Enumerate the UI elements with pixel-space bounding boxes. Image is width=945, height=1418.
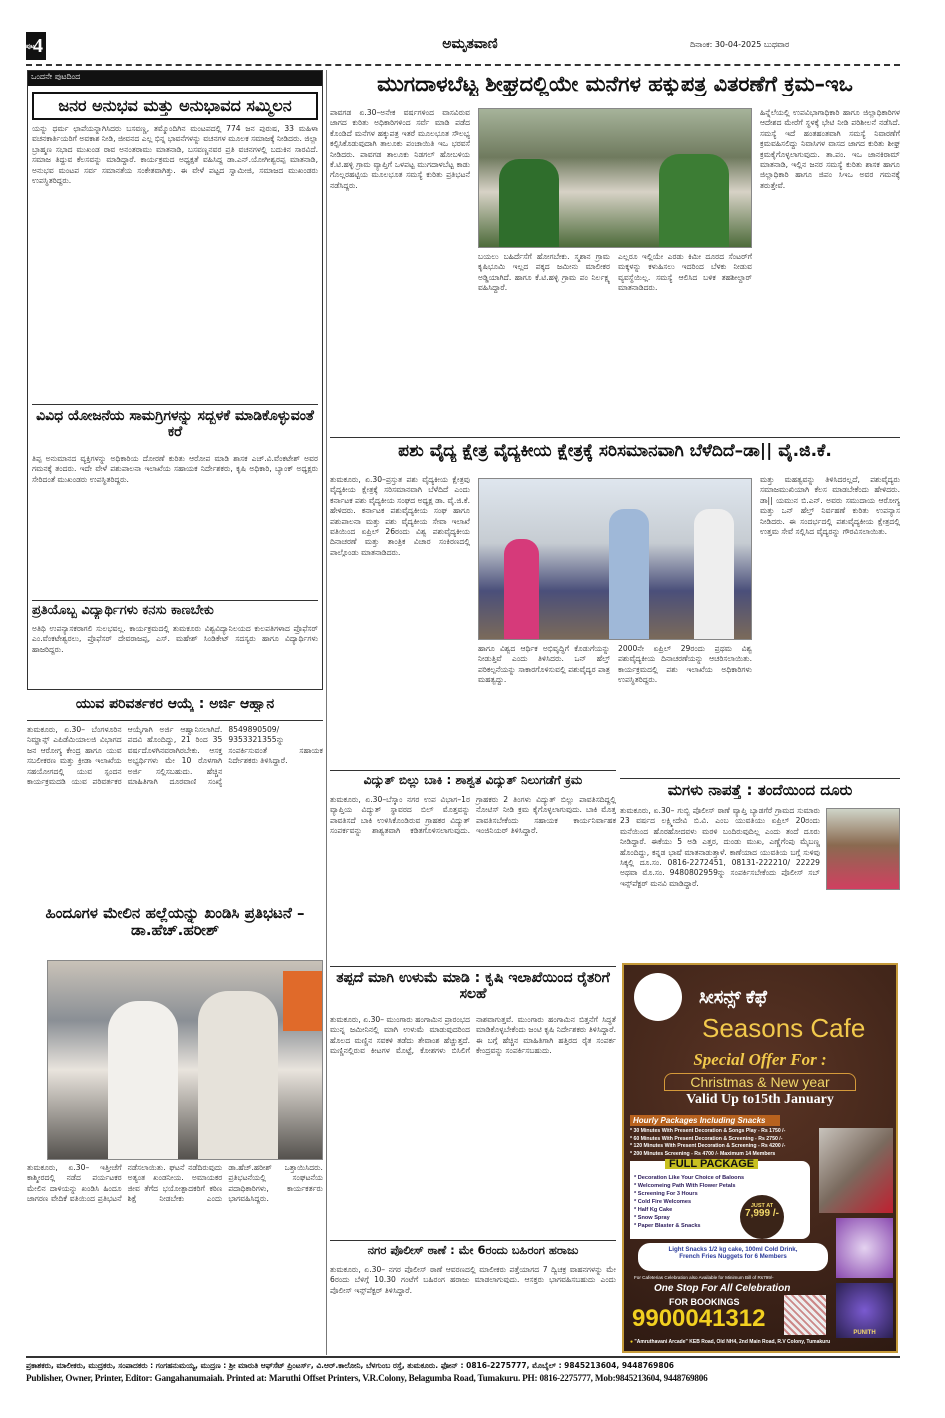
- package-item: * Decoration Like Your Choice of Baloons: [634, 1175, 745, 1181]
- hourly-item: * 60 Minutes With Present Decoration & Screening - Rs 2750 /-: [630, 1135, 783, 1142]
- article-headline: ಯುವ ಪರಿವರ್ತಕರ ಆಯ್ಕೆ : ಅರ್ಜಿ ಆಹ್ವಾನ: [75, 696, 275, 712]
- lead-headline: ಮುಗದಾಳಬೆಟ್ಟ ಶೀಘ್ರದಲ್ಲಿಯೇ ಮನೆಗಳ ಹಕ್ಕುಪತ್ರ ವಿತರಣೆಗೆ ಕ್ರಮ–ಇಒ: [377, 72, 853, 96]
- cafeteria-note: For Cafeterias Celebration also Available for Minimum Bill of Rs799/-: [634, 1275, 774, 1280]
- article-body: ಎಲ್ಲರೂ ಇಲ್ಲಿಯೇ ಎರಡು ಕಿಮೀ ದೂರದ ಸೆಂಟರ್‌ಗೆ ಮಕ್ಕಳನ್ನು ಕಳುಹಿಸಲು ಇದರಿಂದ ಬೆಳಕು ನೀಡುವ ವ್ಯವಸ್ಥೆಯಿಲ್ಲ. ಸಮಸ್ಯೆ ಆಲಿಸಿದ ಬಳಿಕ ತಹಶೀಲ್ದಾರ್ ಮಾತನಾಡಿದರು.: [618, 252, 752, 293]
- masthead: ಅಮೃತವಾಣಿ: [442, 36, 498, 52]
- full-package-title: FULL PACKAGE: [665, 1159, 758, 1169]
- article-body: 2000ನೇ ಏಪ್ರಿಲ್ 29ರಂದು ಪ್ರಥಮ ವಿಶ್ವ ಪಶುವೈದ್ಯಕೀಯ ದಿನಾಚರಣೆಯನ್ನು ಆಚರಿಸಲಾಯಿತು. ಕಾರ್ಯಕ್ರಮದಲ್ಲಿ ಪಶು ಇಲಾಖೆಯ ಅಧಿಕಾರಿಗಳು ಉಪಸ್ಥಿತರಿದ್ದರು.: [618, 644, 752, 685]
- photo-caption: PUNITH: [853, 1330, 876, 1336]
- ad-photo-room: [819, 1128, 893, 1213]
- article-body: ಯನ್ನು ಧರ್ಮ ಛಾಪೆಯನ್ನಾಗಿಸಿದರು ಬಸವಣ್ಣ, ತಮ್ಮೊಂದಿಗಿನ ಮಂಟಪದಲ್ಲಿ 774 ಜನ ಪುರುಷ, 33 ಮಹಿಳಾ ವಚನಕಾರ್ತಿಯರಿಗೆ ಅವಕಾಶ ನೀಡಿ, ಜೀವನದ ಎಲ್ಲ ಭಿನ್ನ ಭಾವನೆಗಳನ್ನು ವಚನಗಳ ಮೂಲಕ ಸಮಾಜಕ್ಕೆ ನೀಡಿದರು. ಜಿಲ್ಲಾ ಬ್ರಾಹ್ಮಣ ಸಭಾದ ಮುಖಂಡ ರಾವ ಅನಂತರಾಮು ಮಾತನಾಡಿ, ಬಸವಣ್ಣನವರ ಪ್ರತಿ ವಚನಗಳಲ್ಲಿ ಬದುಕಿನ ಸಾರವಿದೆ. ಸಮಾಜ ತಿದ್ದುವ ಕೆಲಸವನ್ನು ಮಾಡಿದ್ದಾರೆ. ಕಾರ್ಯಕ್ರಮದ ಅಧ್ಯಕ್ಷತೆ ವಹಿಸಿದ್ದ ಡಾ.ಎನ್.ಯೋಗೀಶ್ವರಪ್ಪ ಮಾತನಾಡಿ, ಅನುಭವ ಮಂಟಪ ಸರ್ವ ಸಮಾನತೆಯ ಸಂಕೇತವಾಗಿತ್ತು. ಈ ವೇಳೆ ಪಟ್ಟದ ಸ್ವಾಮೀಜಿ, ಸಮಾಜದ ಮುಖಂಡರು ಉಪಸ್ಥಿತರಿದ್ದರು.: [32, 124, 318, 186]
- ad-photo-stage: [836, 1283, 893, 1338]
- article-body: ತಿಪ್ಪ ಅನುಮಾನದ ವ್ಯಕ್ತಿಗಳನ್ನು ಅಧಿಕಾರಿಯ ದೋರಣೆ ಕುರಿತು ಆರೋಪ ಮಾಡಿ ಶಾಸಕ ಎಚ್.ವಿ.ವೆಂಕಟೇಶ್ ಅವರ ಗಮನಕ್ಕೆ ತಂದರು. ಇದೇ ವೇಳೆ ಪಶುಪಾಲನಾ ಇಲಾಖೆಯ ಸಹಾಯಕ ನಿರ್ದೇಶಕರು, ಕೃಷಿ ಅಧಿಕಾರಿ, ಬ್ಯಾಂಕ್ ಅಧ್ಯಕ್ಷರು ಸೇರಿದಂತೆ ಮುಖಂಡರು ಉಪಸ್ಥಿತರಿದ್ದರು.: [32, 454, 318, 484]
- package-item: * Welcomeing Path With Flower Petals: [634, 1183, 736, 1189]
- column-divider: [326, 70, 327, 1355]
- article-body: ಬಯಲು ಬಹಿರ್ದೆಸೆಗೆ ಹೋಗಬೇಕು. ಸ್ಮಶಾನ ಗ್ರಾಮ ಕೃಷಿಭೂಮಿ ಇಲ್ಲದ ಪಕ್ಕದ ಜಮೀನು ಮಾಲೀಕರ ಅಡ್ಡಿಯಾಗಿದೆ. ಹಾಗೂ ಕೆ.ಟಿ.ಹಳ್ಳಿ ಗ್ರಾಮ ಪಂ ನಿರ್ಲಕ್ಷ್ಯ ವಹಿಸಿದ್ದಾರೆ.: [478, 252, 610, 293]
- article-body: ತುಮಕೂರು, ಏ.30– ಇತ್ತೀಚೆಗೆ ಕಾಶ್ಮೀರದಲ್ಲಿ ನಡೆದ ಪರ್ಯಟಕರ ಮೇಲಿನ ದಾಳಿಯನ್ನು ಖಂಡಿಸಿ ಹಿಂದೂ ಜಾಗರಣ ವೇದಿಕೆ ವತಿಯಿಂದ ಪ್ರತಿಭಟನೆ ನಡೆಸಲಾಯಿತು. ಘಟನೆ ನಡೆದಿರುವುದು ಅತ್ಯಂತ ಖಂಡನೀಯ. ಅಮಾಯಕರ ಜೀವ ತೆಗೆದ ಭಯೋತ್ಪಾದಕರಿಗೆ ಕಠಿಣ ಶಿಕ್ಷೆ ನೀಡಬೇಕು ಎಂದು ಡಾ.ಹೆಚ್.ಹರೀಶ್ ಒತ್ತಾಯಿಸಿದರು. ಪ್ರತಿಭಟನೆಯಲ್ಲಿ ಸಂಘಟನೆಯ ಪದಾಧಿಕಾರಿಗಳು, ಕಾರ್ಯಕರ್ತರು ಭಾಗವಹಿಸಿದ್ದರು.: [27, 1163, 323, 1204]
- article-headline: ತಪ್ಪದೆ ಮಾಗಿ ಉಳುಮೆ ಮಾಡಿ : ಕೃಷಿ ಇಲಾಖೆಯಿಂದ ರೈತರಿಗೆ ಸಲಹೆ: [330, 966, 616, 1002]
- just-at-label: JUST AT: [750, 1203, 774, 1209]
- veterinary-event-photo: [478, 478, 752, 640]
- page-number: 4: [33, 34, 43, 57]
- continued-label: ಒಂದನೇ ಪುಟದಿಂದ: [27, 70, 323, 86]
- article-headline: ವಿವಿಧ ಯೋಜನೆಯ ಸಾಮಗ್ರಿಗಳನ್ನು ಸದ್ಬಳಕೆ ಮಾಡಿಕೊಳ್ಳುವಂತೆ ಕರೆ: [32, 404, 318, 440]
- booking-phone: 9900041312: [632, 1305, 766, 1332]
- hourly-item: * 200 Minutes Screening - Rs 4700 /- Maximum 14 Members: [630, 1150, 776, 1157]
- footer-rule: [26, 1356, 900, 1358]
- article-body: ಹಾಗೂ ವಿಶ್ವದ ಆರ್ಥಿಕ ಅಭಿವೃದ್ಧಿಗೆ ಕೊಡುಗೆಯನ್ನು ನೀಡುತ್ತಿವೆ ಎಂದು ತಿಳಿಸಿದರು. ಒನ್ ಹೆಲ್ತ್ ಪರಿಕಲ್ಪನೆಯನ್ನು ಸಾಕಾರಗೊಳಿಸುವಲ್ಲಿ ಪಶುವೈದ್ಯರ ಪಾತ್ರ ಮಹತ್ವದ್ದು.: [478, 644, 610, 685]
- page-number-box: [26, 32, 46, 60]
- snacks-banner: Light Snacks 1/2 kg cake, 100ml Cold Drink, French Fries Nuggets for 6 Members: [638, 1243, 828, 1271]
- article-body: ತುಮಕೂರು, ಏ.30– ನಗರ ಪೊಲೀಸ್ ಠಾಣೆ ಆವರಣದಲ್ಲಿ ಮಾಲೀಕರು ಪತ್ತೆಯಾಗದ 7 ದ್ವಿಚಕ್ರ ವಾಹನಗಳನ್ನು ಮೇ 6ರಂದು ಬೆಳಿಗ್ಗೆ 10.30 ಗಂಟೆಗೆ ಬಹಿರಂಗ ಹರಾಜು ಮಾಡಲಾಗುವುದು. ಆಸಕ್ತರು ಭಾಗವಹಿಸಬಹುದು ಎಂದು ಪೊಲೀಸ್ ಇನ್ಸ್‌ಪೆಕ್ಟರ್ ತಿಳಿಸಿದ್ದಾರೆ.: [330, 1265, 616, 1295]
- ad-address: [630, 1339, 830, 1345]
- article-body: ಮತ್ತು ಮಹತ್ವವನ್ನು ತಿಳಿಸಿದರಲ್ಲದೆ, ಪಶುವೈದ್ಯರು ಸಮಾಜಮುಖಿಯಾಗಿ ಕೆಲಸ ಮಾಡಬೇಕೆಂದು ಹೇಳಿದರು. ಡಾ|| ಯಮುನ ಬಿ.ಎನ್. ಅವರು ಸಮುದಾಯ ಆರೋಗ್ಯ ಮತ್ತು ಒನ್ ಹೆಲ್ತ್ ನಿರ್ವಹಣೆ ಕುರಿತು ಉಪನ್ಯಾಸ ನೀಡಿದರು. ಈ ಸಂದರ್ಭದಲ್ಲಿ ಪಶುವೈದ್ಯಕೀಯ ಕ್ಷೇತ್ರದಲ್ಲಿ ಉತ್ತಮ ಸೇವೆ ಸಲ್ಲಿಸಿದ ವೈದ್ಯರನ್ನು ಗೌರವಿಸಲಾಯಿತು.: [760, 475, 900, 537]
- protest-photo: [47, 960, 323, 1160]
- divider: [27, 720, 323, 721]
- ad-validity: Valid Up to15th January: [686, 1092, 834, 1107]
- ad-offer: Special Offer For :: [693, 1050, 827, 1069]
- ad-brand-kn: ಸೀಸನ್ಸ್ ಕೆಫೆ: [699, 987, 767, 1007]
- ad-occasion: Christmas & New year: [664, 1073, 856, 1091]
- article-headline: ಪ್ರತಿಯೊಬ್ಬ ವಿದ್ಯಾರ್ಥಿಗಳು ಕನಸು ಕಾಣಬೇಕು: [32, 600, 318, 619]
- footer-kannada: ಪ್ರಕಾಶಕರು, ಮಾಲೀಕರು, ಮುದ್ರಕರು, ಸಂಪಾದಕರು : ಗಂಗಹನುಮಯ್ಯ, ಮುದ್ರಣ : ಶ್ರೀ ಮಾರುತಿ ಆಫ್‌ಸೆಟ್ ಪ್ರಿಂಟರ್ಸ್, ವಿ.ಆರ್.ಕಾಲೋನಿ, ಬೆಳಗುಂಬ ರಸ್ತೆ, ತುಮಕೂರು. ಫೋನ್ : 0816-2275777, ಮೊಬೈಲ್ : 9845213604, 9448769806: [26, 1361, 675, 1370]
- hourly-title: Hourly Packages Including Snacks: [630, 1115, 780, 1126]
- article-body: ತುಮಕೂರು, ಏ.30– ಮುಂಗಾರು ಹಂಗಾಮಿನ ಪ್ರಾರಂಭದ ಮುನ್ನ ಜಮೀನಿನಲ್ಲಿ ಮಾಗಿ ಉಳುಮೆ ಮಾಡುವುದರಿಂದ ಹೊಲದ ಮಣ್ಣಿನ ಸವಕಳಿ ತಡೆದು ತೇವಾಂಶ ಹೆಚ್ಚುತ್ತದೆ. ಮಣ್ಣಿನಲ್ಲಿರುವ ಕೀಟಗಳ ಮೊಟ್ಟೆ, ಕೋಶಗಳು ಬಿಸಿಲಿಗೆ ನಾಶವಾಗುತ್ತವೆ. ಮುಂಗಾರು ಹಂಗಾಮಿನ ಬಿತ್ತನೆಗೆ ಸಿದ್ಧತೆ ಮಾಡಿಕೊಳ್ಳಬೇಕೆಂದು ಜಂಟಿ ಕೃಷಿ ನಿರ್ದೇಶಕರು ತಿಳಿಸಿದ್ದಾರೆ. ಈ ಬಗ್ಗೆ ಹೆಚ್ಚಿನ ಮಾಹಿತಿಗಾಗಿ ಹತ್ತಿರದ ರೈತ ಸಂಪರ್ಕ ಕೇಂದ್ರವನ್ನು ಸಂಪರ್ಕಿಸಬಹುದು.: [330, 1015, 616, 1056]
- hourly-list: [630, 1128, 810, 1158]
- package-item: * Half Kg Cake: [634, 1207, 673, 1213]
- village-meeting-photo: [478, 108, 752, 248]
- header-divider: [26, 64, 900, 66]
- page-label: ಪುಟ: [26, 42, 35, 50]
- package-item: * Snow Spray: [634, 1215, 670, 1221]
- issue-date: ದಿನಾಂಕ: 30-04-2025 ಬುಧವಾರ: [690, 40, 790, 49]
- package-item: * Paper Blaster & Snacks: [634, 1223, 701, 1229]
- address-text: "Amruthavani Arcade" KEB Road, Old NH4, 2nd Main Road, R.V Colony, Tumakuru: [634, 1339, 831, 1345]
- seasons-cafe-ad: [622, 963, 898, 1353]
- divider: [330, 437, 900, 438]
- article-body: ತುಮಕೂರು, ಏ.30–ಪ್ರಸ್ತುತ ಪಶು ವೈದ್ಯಕೀಯ ಕ್ಷೇತ್ರವು ವೈದ್ಯಕೀಯ ಕ್ಷೇತ್ರಕ್ಕೆ ಸರಿಸಮಾನವಾಗಿ ಬೆಳೆದಿದೆ ಎಂದು ಕರ್ನಾಟಕ ಪಶು ವೈದ್ಯಕೀಯ ಸಂಘದ ಅಧ್ಯಕ್ಷ ಡಾ. ವೈ.ಜಿ.ಕೆ. ಹೇಳಿದರು. ಕರ್ನಾಟಕ ಪಶುವೈದ್ಯಕೀಯ ಸಂಘ ಹಾಗೂ ಪಶುಪಾಲನಾ ಮತ್ತು ಪಶು ವೈದ್ಯಕೀಯ ಸೇವಾ ಇಲಾಖೆ ವತಿಯಿಂದ ಏಪ್ರಿಲ್ 26ರಂದು ವಿಶ್ವ ಪಶುವೈದ್ಯಕೀಯ ದಿನಾಚರಣೆ ಮತ್ತು ತಾಂತ್ರಿಕ ವಿಚಾರ ಸಂಕಿರಣದಲ್ಲಿ ಪಾಲ್ಗೊಂಡು ಮಾತನಾಡಿದರು.: [330, 475, 470, 557]
- article-headline: ನಗರ ಪೊಲೀಸ್ ಠಾಣೆ : ಮೇ 6ರಂದು ಬಹಿರಂಗ ಹರಾಜು: [330, 1240, 616, 1257]
- article-headline: ವಿದ್ಯುತ್ ಬಿಲ್ಲು ಬಾಕಿ : ಶಾಶ್ವತ ವಿದ್ಯುತ್ ನಿಲುಗಡೆಗೆ ಕ್ರಮ: [330, 770, 616, 788]
- article-body: ಪಾವಗಡ ಏ.30–ಅನೇಕ ವರ್ಷಗಳಿಂದ ವಾಸವಿರುವ ಜಾಗದ ಕುರಿತು ಅಧಿಕಾರಿಗಳಿಂದ ಸರ್ವೆ ಮಾಡಿ ಪಡೆದ ಕೊಂಡಿದೆ ಮನೆಗಳ ಹಕ್ಕುಪತ್ರ ಇತರೆ ಮೂಲಭೂತ ಸೌಲಭ್ಯ ಕಲ್ಪಿಸಿಕೊಡುವುದಾಗಿ ತಾಲೂಕು ಪಂಚಾಯಿತಿ ಇಒ ಭರವಸೆ ನೀಡಿದರು. ಪಾವಗಡ ತಾಲೂಕು ನಿಡಗಲ್ ಹೋಬಳಿಯ ಕೆ.ಟಿ.ಹಳ್ಳಿ ಗ್ರಾಮ ವ್ಯಾಪ್ತಿಗೆ ಒಳಪಟ್ಟ ಮುಗದಾಳಬೆಟ್ಟ ಕಾಡು ಗೊಲ್ಲರಹಟ್ಟಿಯ ಮೂಲಭೂತ ಸಮಸ್ಯೆ ಕುರಿತು ಪ್ರತಿಭಟನೆ ನಡೆಸಿದ್ದರು.: [330, 108, 470, 190]
- ad-brand-en: Seasons Cafe: [702, 1013, 866, 1043]
- article-headline: ಮಗಳು ನಾಪತ್ತೆ : ತಂದೆಯಿಂದ ದೂರು: [620, 778, 900, 799]
- article-body: ಅತಿಥಿ ಉಪನ್ಯಾಸಕರಾಗಲಿ ಸುಲಭವಲ್ಲ. ಕಾರ್ಯಕ್ರಮದಲ್ಲಿ ತುಮಕೂರು ವಿಶ್ವವಿದ್ಯಾನಿಲಯದ ಕುಲಪತಿಗಳಾದ ಪ್ರೊಫೆಸರ್ ಎಂ.ವೆಂಕಟೇಶ್ವರಲು, ಪ್ರೊಫೆಸರ್ ದೇವರಾಜಪ್ಪ, ಎಸ್. ಮಹೇಶ್ ಸಿಂಡಿಕೇಟ್ ಸದಸ್ಯರು ಹಾಗೂ ವಿದ್ಯಾರ್ಥಿಗಳು ಹಾಜರಿದ್ದರು.: [32, 624, 318, 654]
- ad-photo-balloons: [836, 1218, 893, 1278]
- price-badge: [740, 1195, 784, 1239]
- article-body: ತುಮಕೂರು, ಏ.30– ಗುಬ್ಬಿ ಪೊಲೀಸ್ ಠಾಣೆ ವ್ಯಾಪ್ತಿ ಬ್ಯಾಡಗೆರೆ ಗ್ರಾಮದ ಸುಮಾರು 23 ವರ್ಷದ ಲಕ್ಷ್ಮೀದೇವಿ ಬಿ.ವಿ. ಎಂಬ ಯುವತಿಯು ಏಪ್ರಿಲ್ 20ರಂದು ಮನೆಯಿಂದ ಹೊರಹೋದವಳು ಮರಳಿ ಬಂದಿರುವುದಿಲ್ಲ ಎಂದು ತಂದೆ ದೂರು ನೀಡಿದ್ದಾರೆ. ಈಕೆಯು 5 ಅಡಿ ಎತ್ತರ, ದುಂಡು ಮುಖ, ಎಣ್ಣೆಗೆಂಪು ಮೈಬಣ್ಣ ಹೊಂದಿದ್ದು, ಕನ್ನಡ ಭಾಷೆ ಮಾತನಾಡುತ್ತಾಳೆ. ಕಾಣೆಯಾದ ಯುವತಿಯ ಬಗ್ಗೆ ಸುಳಿವು ಸಿಕ್ಕಲ್ಲಿ ದೂ.ಸಂ. 0816-2272451, 08131-222210/ 22229 ಅಥವಾ ಮೊ.ಸಂ. 9480802959ನ್ನು ಸಂಪರ್ಕಿಸಬೇಕೆಂದು ಪೊಲೀಸ್ ಸಬ್ ಇನ್ಸ್‌ಪೆಕ್ಟರ್ ಮನವಿ ಮಾಡಿದ್ದಾರೆ.: [620, 806, 820, 888]
- cafe-logo: [634, 973, 682, 1021]
- package-item: * Cold Fire Welcomes: [634, 1199, 692, 1205]
- ad-tagline: One Stop For All Celebration: [654, 1283, 791, 1294]
- location-pin-icon: ●: [630, 1339, 635, 1345]
- article-body: ತುಮಕೂರು, ಏ.30–ಬೆಸ್ಕಾಂ ನಗರ ಉಪ ವಿಭಾಗ–1ರ ವ್ಯಾಪ್ತಿಯ ವಿದ್ಯುತ್ ಸ್ಥಾವರದ ಬಿಲ್ ಮೊತ್ತವನ್ನು ಪಾವತಿಸದೆ ಬಾಕಿ ಉಳಿಸಿಕೊಂಡಿರುವ ಗ್ರಾಹಕರ ವಿದ್ಯುತ್ ಸಂಪರ್ಕವನ್ನು ಶಾಶ್ವತವಾಗಿ ಕಡಿತಗೊಳಿಸಲಾಗುವುದು. ಗ್ರಾಹಕರು 2 ತಿಂಗಳು ವಿದ್ಯುತ್ ಬಿಲ್ಲು ಪಾವತಿಸದಿದ್ದಲ್ಲಿ ನೋಟಿಸ್ ನೀಡಿ ಕ್ರಮ ಕೈಗೊಳ್ಳಲಾಗುವುದು. ಬಾಕಿ ಮೊತ್ತ ಪಾವತಿಸಬೇಕೆಂದು ಸಹಾಯಕ ಕಾರ್ಯನಿರ್ವಾಹಕ ಇಂಜಿನಿಯರ್ ತಿಳಿಸಿದ್ದಾರೆ.: [330, 795, 616, 836]
- full-package-panel: [630, 1158, 810, 1239]
- bookings-label: FOR BOOKINGS: [669, 1297, 740, 1307]
- article-body: ಹಿನ್ನೆಲೆಯಲ್ಲಿ ಉಪವಿಭಾಗಾಧಿಕಾರಿ ಹಾಗೂ ಜಿಲ್ಲಾಧಿಕಾರಿಗಳ ಆದೇಶದ ಮೇರೆಗೆ ಸ್ಥಳಕ್ಕೆ ಭೇಟಿ ನೀಡಿ ಪರಿಶೀಲನೆ ನಡೆಸಿದೆ. ಸಮಸ್ಯೆ ಇದೆ ಹಂತಹಂತವಾಗಿ ಸಮಸ್ಯೆ ನಿವಾರಣೆಗೆ ಕ್ರಮವಹಿಸಲಿದ್ದು ನಿವಾಸಿಗಳ ವಾಸದ ಜಾಗದ ಕುರಿತು ಶೀಘ್ರ ಕ್ರಮಕೈಗೊಳ್ಳಲಾಗುವುದು. ತಾ.ಪಂ. ಇಒ ಜಾನಕಿರಾಮ್ ಮಾತನಾಡಿ, ಇಲ್ಲಿನ ಜನರ ಸಮಸ್ಯೆ ಕುರಿತು ಶಾಸಕ ಹಾಗೂ ಜಿಲ್ಲಾಧಿಕಾರಿ ಹಾಗೂ ಜಿಪಂ ಸಿಇಒ ಅವರ ಗಮನಕ್ಕೆ ತರುತ್ತೇವೆ.: [760, 108, 900, 190]
- missing-person-photo: [826, 808, 900, 890]
- article-headline: ಹಿಂದೂಗಳ ಮೇಲಿನ ಹಲ್ಲೆಯನ್ನು ಖಂಡಿಸಿ ಪ್ರತಿಭಟನೆ – ಡಾ.ಹೆಚ್.ಹರೀಶ್: [45, 905, 305, 940]
- price: 7,999 /-: [745, 1208, 779, 1219]
- hourly-item: * 120 Minutes With Present Decoration & Screening - Rs 4200 /-: [630, 1143, 786, 1149]
- package-item: * Screening For 3 Hours: [634, 1191, 698, 1197]
- footer-english: Publisher, Owner, Printer, Editor: Gangahanumaiah. Printed at: Maruthi Offset Printers, V.R.Colony, Belagumba Road, Tumakuru. PH: 0816-2275777, Mob:9845213604, 9448769806: [26, 1373, 708, 1383]
- article-body: ತುಮಕೂರು, ಏ.30– ಬೆಂಗಳೂರಿನ ನಿಮ್ಹಾನ್ಸ್ ಎಪಿಡೆಮಿಯಾಲಜಿ ವಿಭಾಗದ ಜನ ಆರೋಗ್ಯ ಕೇಂದ್ರ ಹಾಗೂ ಯುವ ಸಬಲೀಕರಣ ಮತ್ತು ಕ್ರೀಡಾ ಇಲಾಖೆಯ ಸಹಯೋಗದಲ್ಲಿ ಯುವ ಸ್ಪಂದನ ಕಾರ್ಯಕ್ರಮದಡಿ ಯುವ ಪರಿವರ್ತಕರ ಆಯ್ಕೆಗಾಗಿ ಅರ್ಜಿ ಆಹ್ವಾನಿಸಲಾಗಿದೆ. ಪದವಿ ಹೊಂದಿದ್ದು, 21 ರಿಂದ 35 ವರ್ಷದೊಳಗಿನವರಾಗಿರಬೇಕು. ಆಸಕ್ತ ಅಭ್ಯರ್ಥಿಗಳು ಮೇ 10 ರೊಳಗಾಗಿ ಅರ್ಜಿ ಸಲ್ಲಿಸಬಹುದು. ಹೆಚ್ಚಿನ ಮಾಹಿತಿಗಾಗಿ ದೂರವಾಣಿ ಸಂಖ್ಯೆ 8549890509/ 9353321355ನ್ನು ಸಂಪರ್ಕಿಸುವಂತೆ ಸಹಾಯಕ ನಿರ್ದೇಶಕರು ತಿಳಿಸಿದ್ದಾರೆ.: [27, 725, 323, 787]
- qr-code: [784, 1295, 826, 1335]
- article-headline: ಪಶು ವೈದ್ಯ ಕ್ಷೇತ್ರ ವೈದ್ಯಕೀಯ ಕ್ಷೇತ್ರಕ್ಕೆ ಸರಿಸಮಾನವಾಗಿ ಬೆಳೆದಿದೆ–ಡಾ|| ವೈ.ಜಿ.ಕೆ.: [398, 442, 832, 461]
- hourly-item: * 30 Minutes With Present Decoration & Songs Play - Rs 1750 /-: [630, 1128, 786, 1134]
- article-headline: ಜನರ ಅನುಭವ ಮತ್ತು ಅನುಭಾವದ ಸಮ್ಮಿಲನ: [32, 92, 318, 120]
